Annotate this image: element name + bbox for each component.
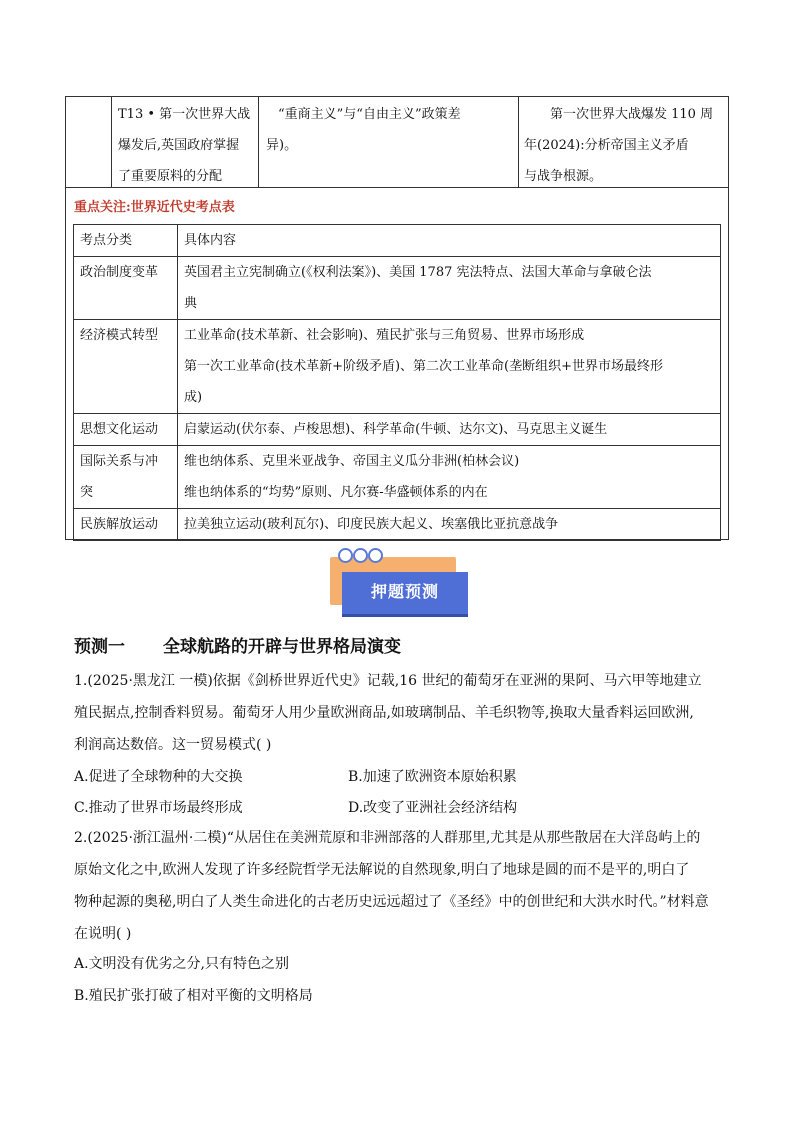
ring-icon: [368, 548, 383, 563]
q2-option-b[interactable]: B.殖民扩张打破了相对平衡的文明格局: [74, 988, 313, 1004]
top-table: [65, 96, 729, 188]
question-line: 在说明( ): [74, 926, 132, 942]
content-line: 典: [184, 296, 198, 311]
question-line: 2.(2025·浙江温州·二模)“从居住在美洲荒原和非洲部落的人群那里,尤其是从那些散居在大洋岛屿上的: [74, 830, 701, 846]
table-divider: [518, 97, 519, 187]
content-line: 英国君主立宪制确立(《权利法案》)、美国 1787 宪法特点、法国大革命与拿破仑法: [184, 265, 652, 280]
question-1: [74, 665, 734, 761]
q1-option-a[interactable]: A.促进了全球物种的大交换: [74, 769, 243, 785]
question-line: 殖民据点,控制香料贸易。葡萄牙人用少量欧洲商品,如玻璃制品、羊毛织物等,换取大量香料运回欧洲,: [74, 705, 694, 721]
category-line: 经济模式转型: [80, 328, 159, 343]
table-header-row: [74, 225, 721, 257]
cell-line: 第一次世界大战爆发 110 周: [550, 107, 714, 122]
exam-topics-table: [73, 224, 721, 541]
banner-label: 押题预测: [370, 582, 439, 601]
row-content: [178, 414, 721, 446]
content-line: 工业革命(技术革新、社会影响)、殖民扩张与三角贸易、世界市场形成: [184, 328, 585, 343]
cell-line: 了重要原料的分配: [118, 169, 223, 184]
question-line: 原始文化之中,欧洲人发现了许多经院哲学无法解说的自然现象,明白了地球是圆的而不是平的,明白了: [74, 862, 690, 878]
table-divider: [258, 97, 259, 187]
q1-option-b[interactable]: B.加速了欧洲资本原始积累: [348, 769, 517, 785]
ring-icon: [353, 548, 368, 563]
row-content: [178, 509, 721, 541]
row-category: [74, 320, 178, 414]
table-row: [74, 320, 721, 414]
ring-icon: [338, 548, 353, 563]
content-line: 启蒙运动(伏尔泰、卢梭思想)、科学革命(牛顿、达尔文)、马克思主义诞生: [184, 422, 608, 437]
top-row-col2: [118, 99, 256, 192]
cell-line: “重商主义”与“自由主义”政策差: [278, 107, 461, 122]
row-content: [178, 320, 721, 414]
top-row-col3: [266, 99, 514, 161]
table-row: [74, 257, 721, 320]
table-row: [74, 414, 721, 446]
q1-option-d[interactable]: D.改变了亚洲社会经济结构: [348, 800, 518, 816]
q1-option-c[interactable]: C.推动了世界市场最终形成: [74, 800, 243, 816]
top-row-col4: [524, 99, 728, 192]
content-line: 维也纳体系、克里米亚战争、帝国主义瓜分非洲(柏林会议): [184, 454, 520, 469]
row-category: [74, 446, 178, 509]
table-divider: [111, 97, 112, 187]
table-row: [74, 509, 721, 541]
cell-line: 与战争根源。: [524, 169, 603, 184]
cell-line: T13 • 第一次世界大战: [118, 107, 251, 122]
cell-line: 年(2024):分析帝国主义矛盾: [524, 138, 689, 153]
content-line: 成): [184, 390, 203, 405]
category-line: 突: [80, 485, 94, 500]
row-category: [74, 257, 178, 320]
question-2: [74, 822, 734, 950]
cell-line: 爆发后,英国政府掌握: [118, 138, 240, 153]
table-row: [74, 446, 721, 509]
category-line: 民族解放运动: [80, 517, 159, 532]
section-name: 全球航路的开辟与世界格局演变: [163, 637, 401, 657]
section-prefix: 预测一: [74, 637, 125, 657]
category-line: 国际关系与冲: [80, 454, 159, 469]
focus-heading: 重点关注:世界近代史考点表: [74, 200, 235, 215]
question-line: 1.(2025·黑龙江 一模)依据《剑桥世界近代史》记载,16 世纪的葡萄牙在亚洲的果阿、马六甲等地建立: [74, 673, 702, 689]
question-line: 利润高达数倍。这一贸易模式( ): [74, 737, 272, 753]
content-line: 维也纳体系的“均势”原则、凡尔赛-华盛顿体系的内在: [184, 485, 488, 500]
header-content: 具体内容: [178, 225, 721, 257]
category-line: 政治制度变革: [80, 265, 159, 280]
content-line: 第一次工业革命(技术革新+阶级矛盾)、第二次工业革命(垄断组织+世界市场最终形: [184, 359, 664, 374]
content-line: 拉美独立运动(玻利瓦尔)、印度民族大起义、埃塞俄比亚抗意战争: [184, 517, 559, 532]
row-content: [178, 257, 721, 320]
section-title: [74, 632, 401, 657]
q2-option-a[interactable]: A.文明没有优劣之分,只有特色之别: [74, 956, 290, 972]
row-category: [74, 414, 178, 446]
row-content: [178, 446, 721, 509]
cell-line: 异)。: [266, 138, 298, 153]
row-category: [74, 509, 178, 541]
header-category: 考点分类: [74, 225, 178, 257]
category-line: 思想文化运动: [80, 422, 159, 437]
question-line: 物种起源的奥秘,明白了人类生命进化的古老历史远远超过了《圣经》中的创世纪和大洪水时代。”材料意: [74, 894, 709, 910]
